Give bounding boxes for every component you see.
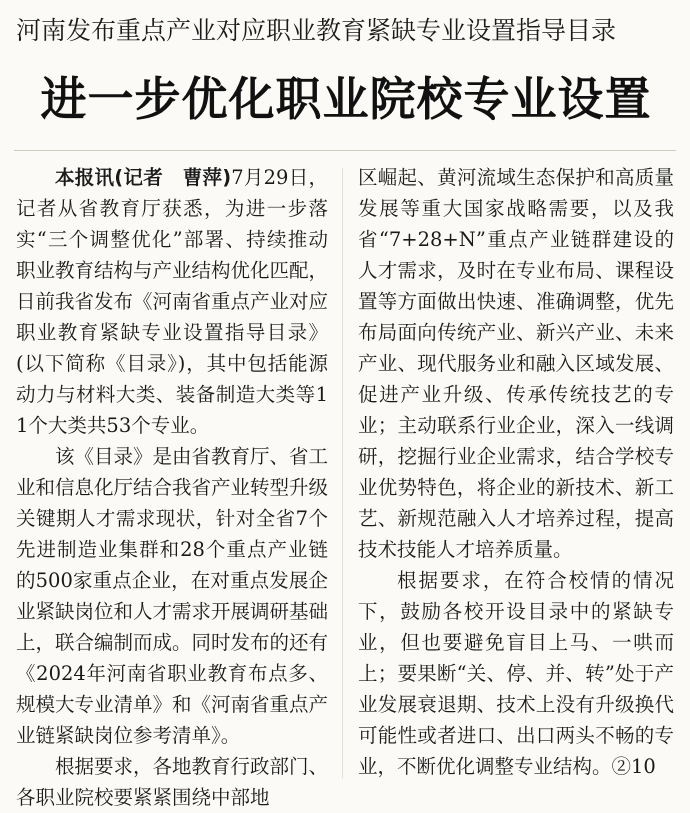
article-subtitle: 河南发布重点产业对应职业教育紧缺专业设置指导目录 [16,16,617,45]
article-headline: 进一步优化职业院校专业设置 [40,72,652,126]
paragraph-1-text: 7月29日，记者从省教育厅获悉，为进一步落实“三个调整优化”部署、持续推动职业教育结构与产业结构优化匹配，日前我省发布《河南省重点产业对应职业教育紧缺专业设置指导目录》(以下简称《目录》)，其中包括能源动力与材料大类、装备制造大类等11个大类共53个专业。 [16,166,329,437]
article-paragraph-3-continued: 区崛起、黄河流域生态保护和高质量发展等重大国家战略需要，以及我省“7+28+N”重点产业链群建设的人才需求，及时在专业布局、课程设置等方面做出快速、准确调整，优先布局面向传统产业、新兴产业、未来产业、现代服务业和融入区域发展、促进产业升级、传承传统技艺的专业；主动联系行业企业，深入一线调研，挖掘行业企业需求，结合学校专业优势特色，将企业的新技术、新工艺、新规范融入人才培养过程，提高技术技能人才培养质量。 [358,166,674,561]
article-paragraph-3-start: 根据要求，各地教育行政部门、各职业院校要紧紧围绕中部地 [16,755,329,809]
article-paragraph-1 [16,162,328,441]
article-paragraph-4: 根据要求，在符合校情的情况下，鼓励各校开设目录中的紧缺专业，但也要避免盲目上马、一哄而上；要果断“关、停、并、转”处于产业发展衰退期、技术上没有升级换代可能性或者进口、出口两头不畅的专业，不断优化调整专业结构。②10 [358,569,674,778]
article-dateline: 本报讯(记者 曹萍) [55,166,232,189]
column-divider [342,168,343,778]
headline-divider [14,150,676,151]
article-paragraph-2: 该《目录》是由省教育厅、省工业和信息化厅结合我省产业转型升级关键期人才需求现状，针对全省7个先进制造业集群和28个重点产业链的500家重点企业，在对重点发展企业紧缺岗位和人才需求开展调研基础上，联合编制而成。同时发布的还有《2024年河南省职业教育布点多、规模大专业清单》和《河南省重点产业链紧缺岗位参考清单》。 [16,445,329,747]
article-column-left [16,162,328,813]
article-column-right [358,162,674,782]
